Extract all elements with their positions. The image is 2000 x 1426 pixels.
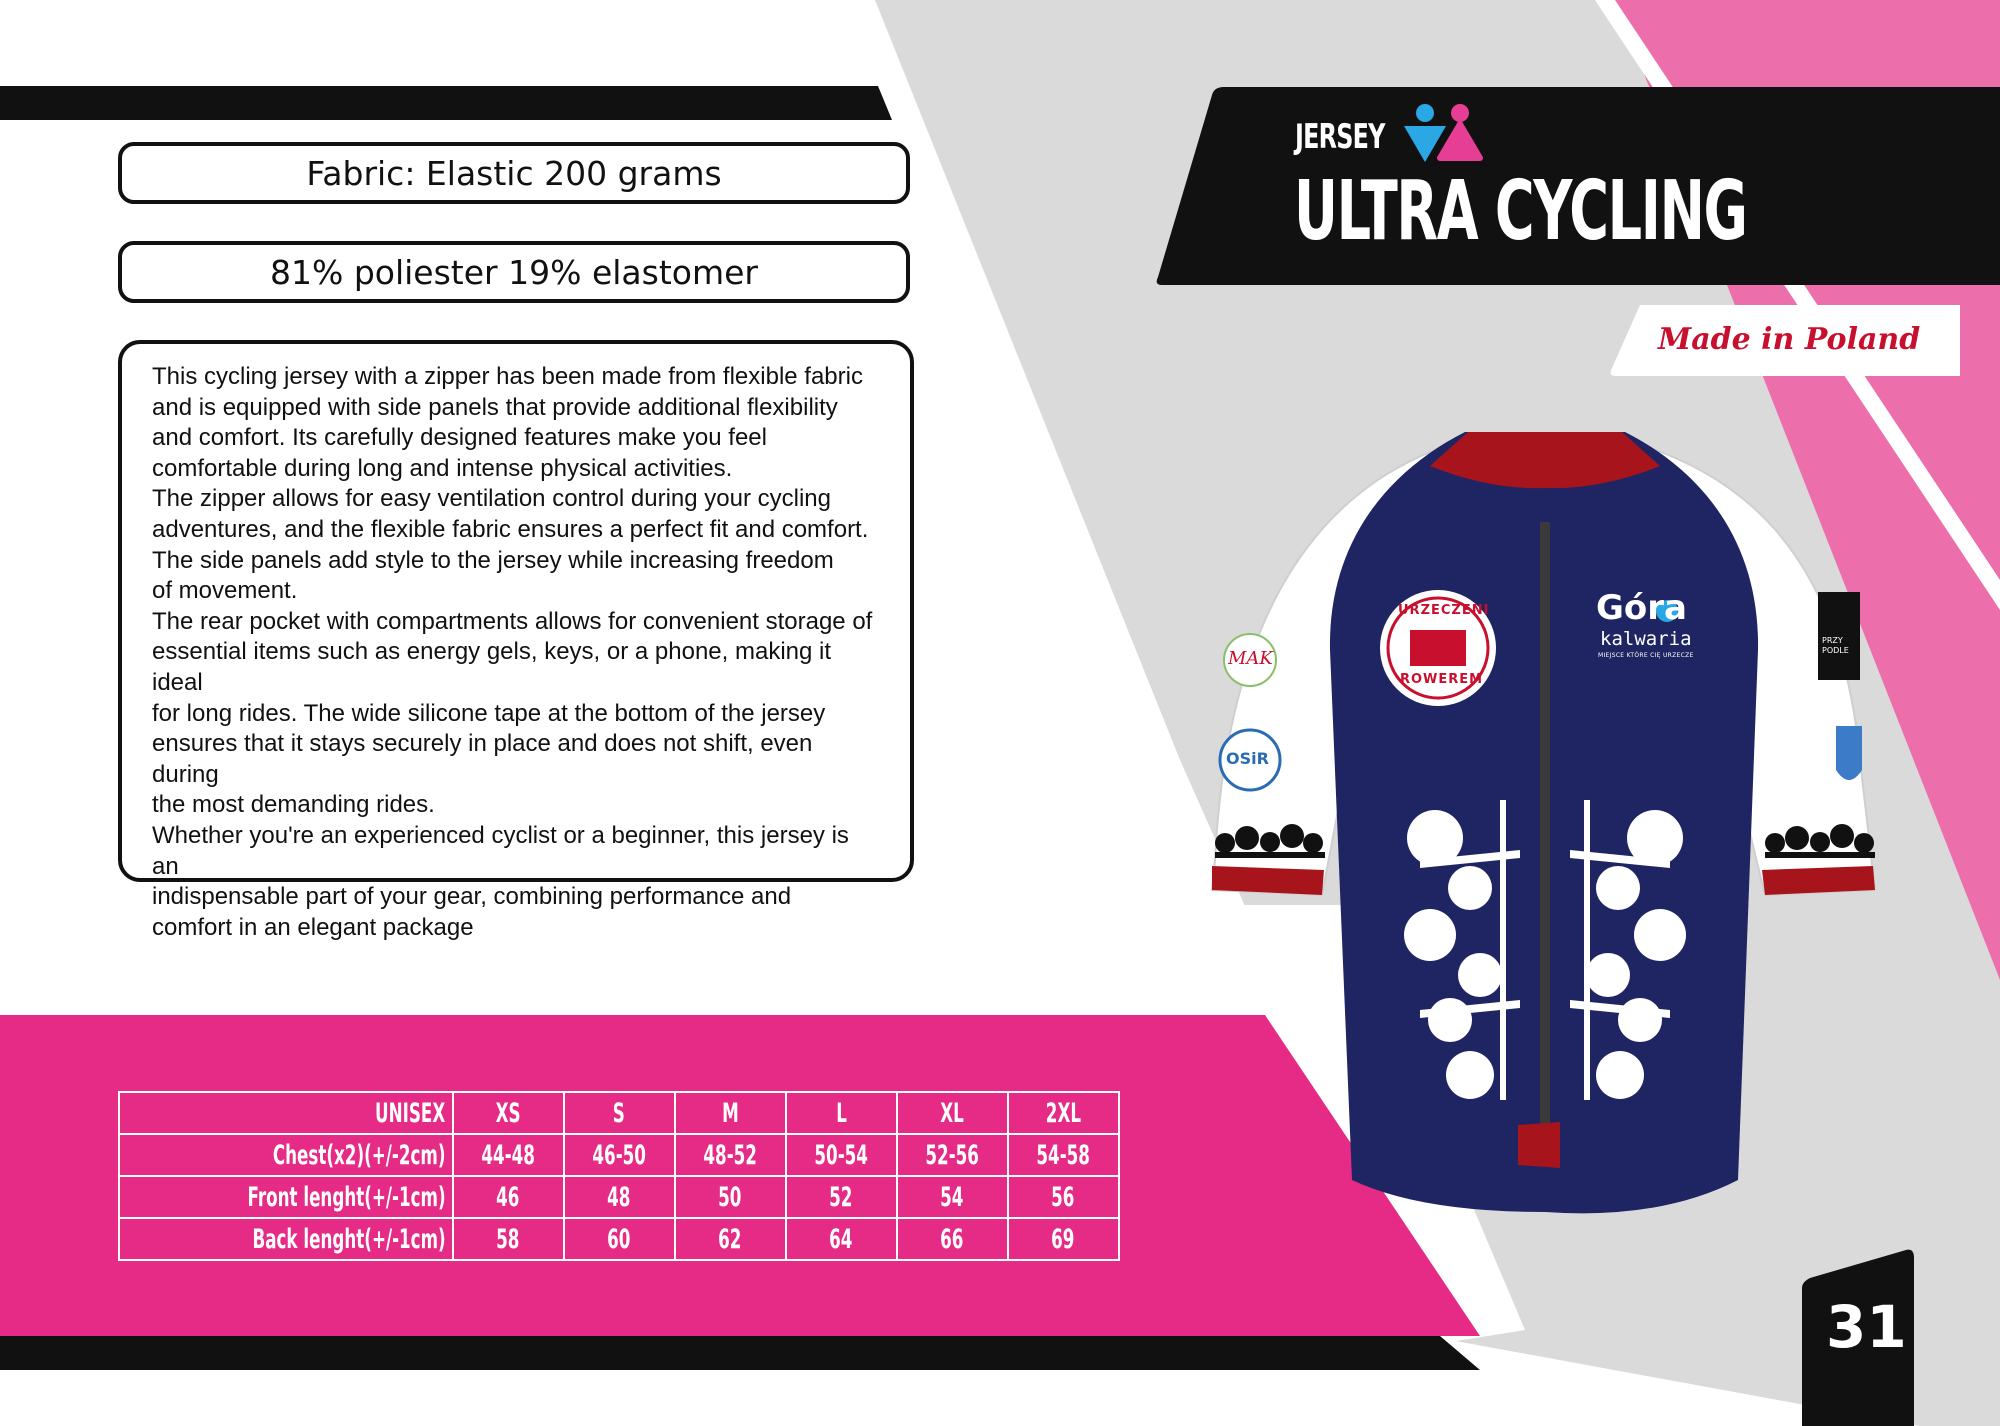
table-cell: 60	[564, 1218, 675, 1260]
table-cell: 66	[897, 1218, 1008, 1260]
category-label: JERSEY	[1295, 117, 1385, 157]
description-line: of movement.	[152, 577, 298, 605]
description-line: essential items such as energy gels, keys, or a phone, making it ideal	[152, 638, 832, 696]
description-line: comfortable during long and intense physical activities.	[152, 454, 733, 482]
table-header-cell: S	[564, 1092, 675, 1134]
table-cell: 46	[453, 1176, 564, 1218]
table-cell: 48-52	[675, 1134, 786, 1176]
mak-logo-text: MAK	[1228, 648, 1273, 669]
gora-logo-text: Góra	[1596, 588, 1687, 628]
table-cell: 56	[1008, 1176, 1119, 1218]
badge-top-text: URZECZENI	[1398, 603, 1490, 618]
badge-bottom-text: ROWEREM	[1400, 672, 1484, 687]
description-line: adventures, and the flexible fabric ensures a perfect fit and comfort.	[152, 515, 869, 543]
table-cell: 50	[675, 1176, 786, 1218]
table-header-cell: UNISEX	[119, 1092, 453, 1134]
description-line: comfort in an elegant package	[152, 913, 474, 941]
description-line: ensures that it stays securely in place and does not shift, even during	[152, 730, 813, 788]
description-line: indispensable part of your gear, combining performance and	[152, 883, 792, 911]
description-line: The zipper allows for easy ventilation control during your cycling	[152, 485, 831, 513]
right-cuff	[1762, 866, 1875, 895]
description-line: The rear pocket with compartments allows for convenient storage of	[152, 607, 873, 635]
crest-logo	[1836, 726, 1862, 780]
table-header-cell: 2XL	[1008, 1092, 1119, 1134]
description-line: for long rides. The wide silicone tape at the bottom of the jersey	[152, 699, 826, 727]
table-cell: 52	[786, 1176, 897, 1218]
table-cell: 50-54	[786, 1134, 897, 1176]
zipper-guard	[1518, 1122, 1560, 1168]
gora-logo-tagline: MIEJSCE KTÓRE CIĘ URZECZE	[1598, 652, 1694, 659]
left-cuff	[1212, 866, 1324, 895]
table-header-cell: XS	[453, 1092, 564, 1134]
table-cell: Back lenght(+/-1cm)	[119, 1218, 453, 1260]
gora-logo-sub: kalwaria	[1600, 628, 1692, 650]
osir-logo-text: OSiR	[1226, 749, 1269, 768]
made-in-label: Made in Poland	[1658, 322, 1921, 357]
page-number: 31	[1826, 1293, 1907, 1361]
table-cell: 69	[1008, 1218, 1119, 1260]
podle-logo-text: PRZY PODLE	[1822, 636, 1849, 655]
table-cell: 52-56	[897, 1134, 1008, 1176]
description-line: and is equipped with side panels that provide additional flexibility	[152, 393, 838, 421]
description-line: and comfort. Its carefully designed features make you feel	[152, 424, 767, 452]
table-cell: Chest(x2)(+/-2cm)	[119, 1134, 453, 1176]
table-cell: 48	[564, 1176, 675, 1218]
table-cell: 62	[675, 1218, 786, 1260]
table-header-cell: XL	[897, 1092, 1008, 1134]
table-cell: 54	[897, 1176, 1008, 1218]
table-header-cell: M	[675, 1092, 786, 1134]
table-header-cell: L	[786, 1092, 897, 1134]
description-line: The side panels add style to the jersey while increasing freedom	[152, 546, 834, 574]
zipper	[1540, 522, 1550, 1162]
description-line: This cycling jersey with a zipper has been made from flexible fabric	[152, 363, 863, 390]
composition-spec: 81% poliester 19% elastomer	[118, 241, 910, 303]
table-cell: 44-48	[453, 1134, 564, 1176]
description-line: the most demanding rides.	[152, 791, 435, 819]
table-cell: 58	[453, 1218, 564, 1260]
table-cell: 54-58	[1008, 1134, 1119, 1176]
table-cell: 64	[786, 1218, 897, 1260]
description-line: Whether you're an experienced cyclist or a beginner, this jersey is an	[152, 821, 849, 880]
table-cell: 46-50	[564, 1134, 675, 1176]
fabric-spec: Fabric: Elastic 200 grams	[118, 142, 910, 204]
product-title: ULTRA CYCLING	[1294, 164, 1747, 259]
table-cell: Front lenght(+/-1cm)	[119, 1176, 453, 1218]
